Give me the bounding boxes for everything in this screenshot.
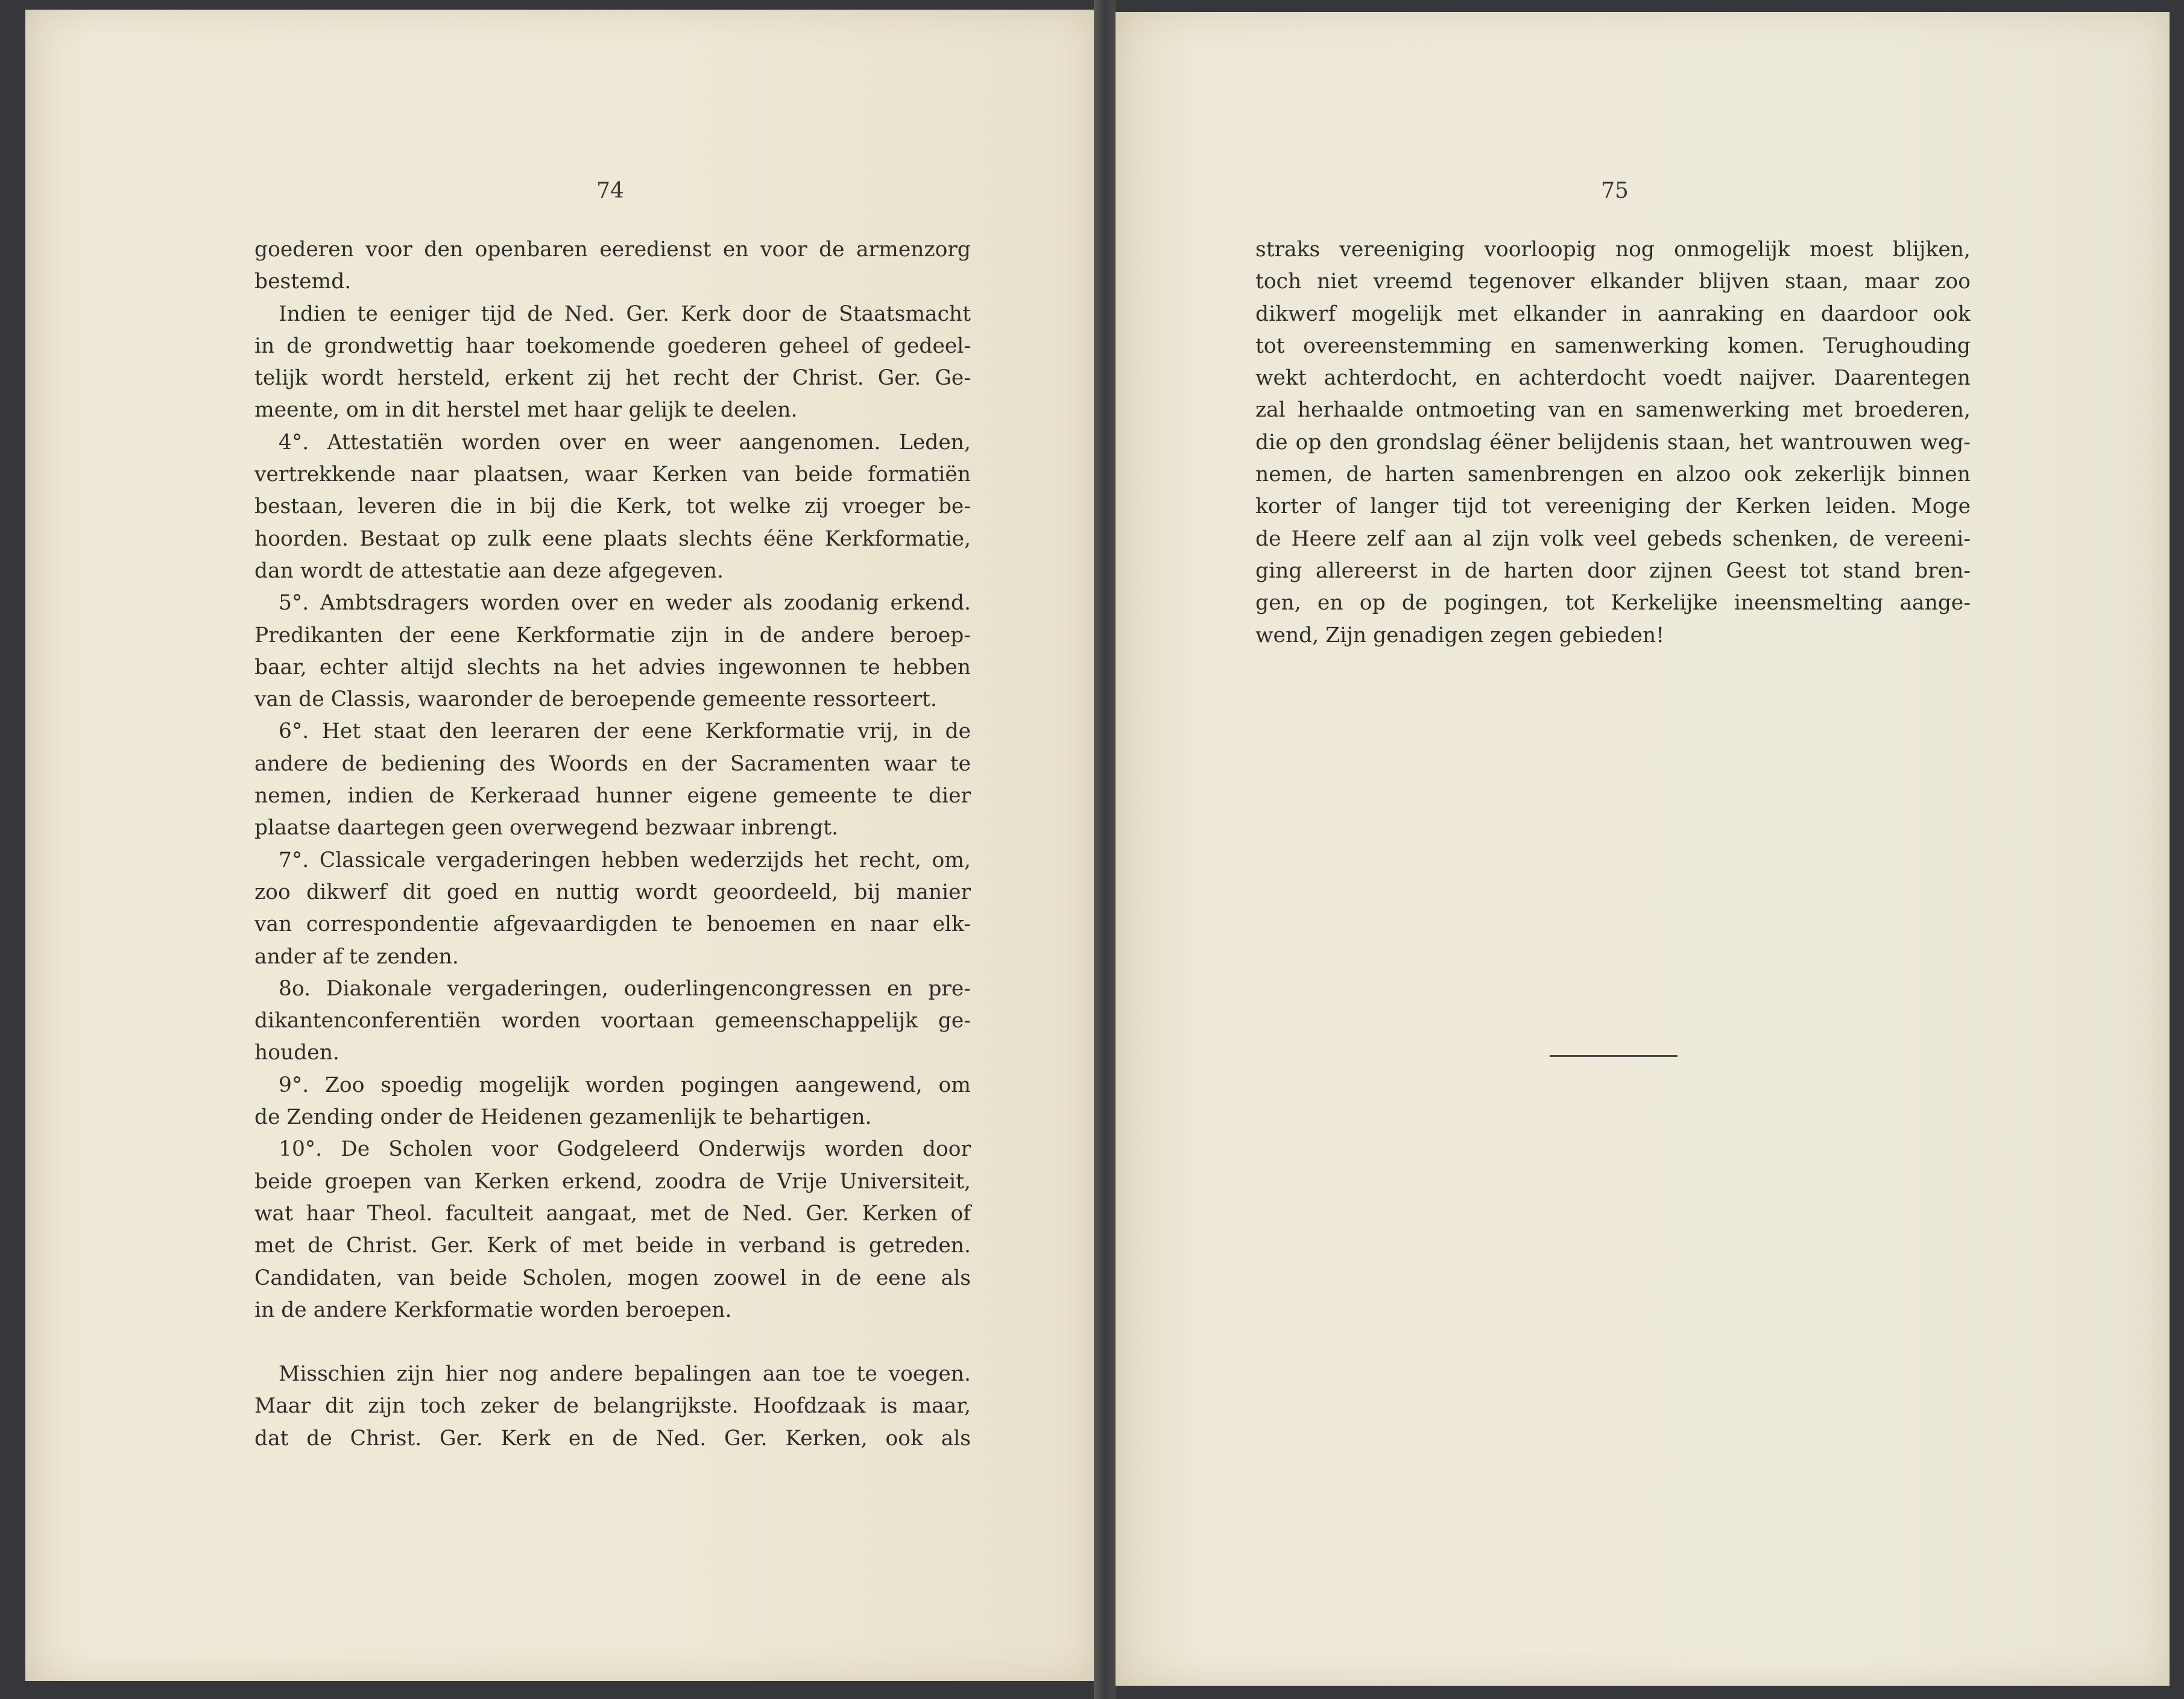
text-line: dikantenconferentiën worden voortaan gemeenschappelijk ge-	[254, 1009, 971, 1033]
text-line: wend, Zijn genadigen zegen gebieden!	[1255, 623, 1665, 648]
text-line: bestaan, leveren die in bij die Kerk, tot welke zij vroeger be-	[254, 494, 971, 519]
text-line: meente, om in dit herstel met haar gelijk te deelen.	[254, 398, 798, 423]
end-rule	[1550, 1055, 1677, 1057]
text-line: nemen, indien de Kerkeraad hunner eigene gemeente te dier	[254, 784, 971, 809]
text-line: 8o. Diakonale vergaderingen, ouderlingencongressen en pre-	[279, 976, 971, 1001]
text-line: ging allereerst in de harten door zijnen Geest tot stand bren-	[1255, 558, 1971, 583]
text-line: in de andere Kerkformatie worden beroepen.	[254, 1297, 732, 1322]
text-line: vertrekkende naar plaatsen, waar Kerken van beide formatiën	[254, 462, 971, 487]
text-line: de Heere zelf aan al zijn volk veel gebeds schenken, de vereeni-	[1255, 526, 1971, 551]
text-line: beide groepen van Kerken erkend, zoodra de Vrije Universiteit,	[254, 1169, 971, 1194]
text-line: 7°. Classicale vergaderingen hebben wederzijds het recht, om,	[279, 848, 971, 872]
text-line: baar, echter altijd slechts na het advies ingewonnen te hebben	[254, 655, 971, 679]
text-line: de Zending onder de Heidenen gezamenlijk te behartigen.	[254, 1105, 872, 1130]
text-line: in de grondwettig haar toekomende goederen geheel of gedeel-	[254, 333, 971, 358]
text-line: 6°. Het staat den leeraren der eene Kerkformatie vrij, in de	[279, 719, 971, 744]
text-line: dat de Christ. Ger. Kerk en de Ned. Ger. Kerken, ook als	[254, 1426, 971, 1451]
text-line: bestemd.	[254, 270, 352, 294]
text-line: telijk wordt hersteld, erkent zij het recht der Christ. Ger. Ge-	[254, 366, 971, 391]
book-spine	[1094, 0, 1116, 1699]
text-line: tot overeenstemming en samenwerking komen. Terughouding	[1255, 333, 1971, 358]
text-line: Maar dit zijn toch zeker de belangrijkste. Hoofdzaak is maar,	[254, 1394, 971, 1419]
text-line: Predikanten der eene Kerkformatie zijn in de andere beroep-	[254, 623, 971, 648]
right-page-body	[1255, 234, 1971, 652]
text-line: andere de bediening des Woords en der Sacramenten waar te	[254, 751, 971, 776]
text-line: Candidaten, van beide Scholen, mogen zoowel in de eene als	[254, 1266, 971, 1290]
text-line: wat haar Theol. faculteit aangaat, met de Ned. Ger. Kerken of	[254, 1201, 971, 1226]
text-line: zal herhaalde ontmoeting van en samenwerking met broederen,	[1255, 398, 1971, 423]
text-line: wekt achterdocht, en achterdocht voedt naijver. Daarentegen	[1255, 366, 1971, 391]
text-line: dikwerf mogelijk met elkander in aanraking en daardoor ook	[1255, 301, 1971, 326]
text-line: hoorden. Bestaat op zulk eene plaats slechts éëne Kerkformatie,	[254, 526, 971, 551]
text-line: 9°. Zoo spoedig mogelijk worden pogingen aangewend, om	[279, 1073, 971, 1097]
text-line: van de Classis, waaronder de beroepende gemeente ressorteert.	[254, 687, 937, 712]
text-line: met de Christ. Ger. Kerk of met beide in verband is getreden.	[254, 1234, 971, 1258]
left-page-number: 74	[596, 178, 624, 203]
text-line: 10°. De Scholen voor Godgeleerd Onderwijs worden door	[279, 1137, 971, 1162]
text-line: 5°. Ambtsdragers worden over en weder als zoodanig erkend.	[279, 591, 971, 616]
left-page-body	[254, 234, 971, 1455]
text-line: houden.	[254, 1041, 339, 1065]
text-line: plaatse daartegen geen overwegend bezwaar inbrengt.	[254, 816, 839, 840]
text-line: zoo dikwerf dit goed en nuttig wordt geoordeeld, bij manier	[254, 880, 971, 904]
text-line: die op den grondslag éëner belijdenis staan, het wantrouwen weg-	[1255, 430, 1971, 455]
text-line: Misschien zijn hier nog andere bepalingen aan toe te voegen.	[279, 1362, 971, 1387]
text-line: 4°. Attestatiën worden over en weer aangenomen. Leden,	[279, 430, 971, 455]
text-line: korter of langer tijd tot vereeniging der Kerken leiden. Moge	[1255, 494, 1971, 519]
text-line: gen, en op de pogingen, tot Kerkelijke ineensmelting aange-	[1255, 591, 1971, 616]
text-line: toch niet vreemd tegenover elkander blijven staan, maar zoo	[1255, 270, 1971, 294]
text-line: straks vereeniging voorloopig nog onmogelijk moest blijken,	[1255, 238, 1971, 262]
text-line: nemen, de harten samenbrengen en alzoo ook zekerlijk binnen	[1255, 462, 1971, 487]
text-line: ander af te zenden.	[254, 944, 459, 969]
right-page-number: 75	[1601, 178, 1629, 203]
text-line: van correspondentie afgevaardigden te benoemen en naar elk-	[254, 912, 971, 937]
text-line: goederen voor den openbaren eeredienst en voor de armenzorg	[254, 238, 971, 262]
text-line: dan wordt de attestatie aan deze afgegeven.	[254, 558, 724, 583]
text-line: Indien te eeniger tijd de Ned. Ger. Kerk door de Staatsmacht	[279, 301, 971, 326]
